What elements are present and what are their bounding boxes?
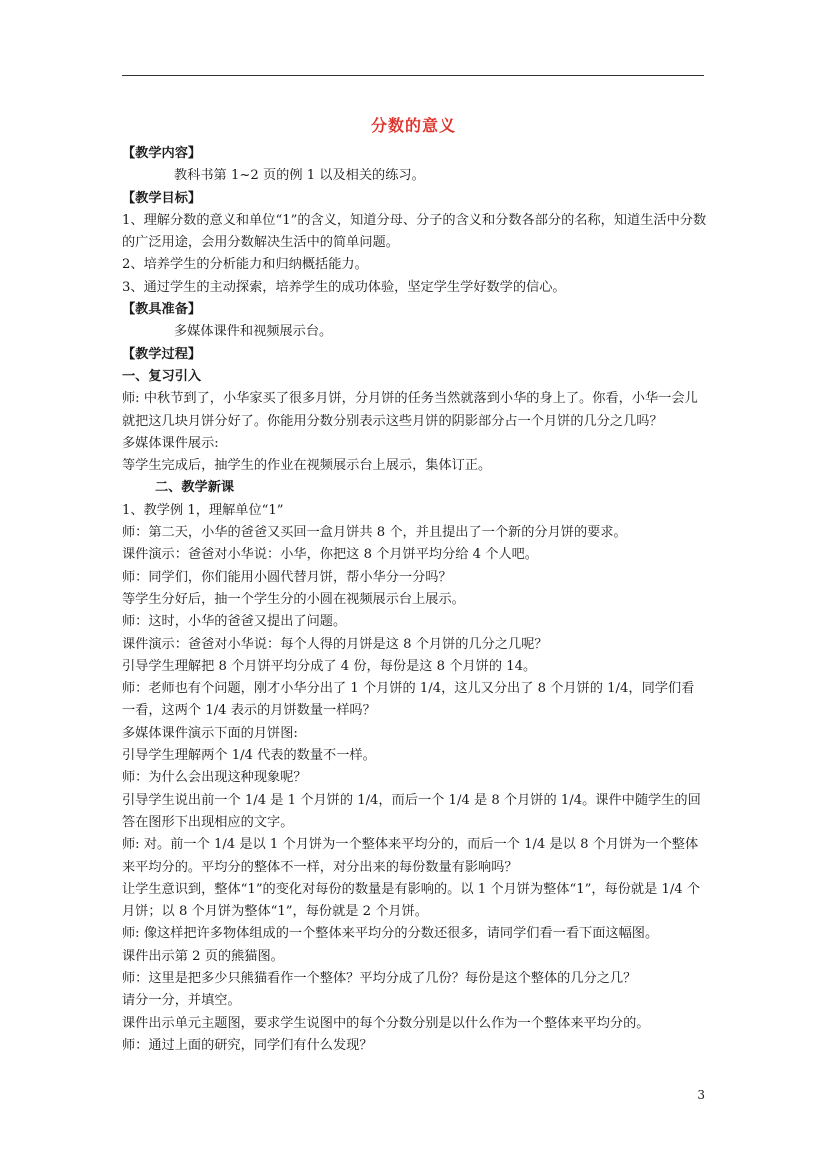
section-heading-content: 【教学内容】	[122, 146, 202, 161]
paragraph: 3、通过学生的主动探索，培养学生的成功体验，坚定学生学好数学的信心。	[122, 279, 566, 295]
paragraph: 教科书第 1~2 页的例 1 以及相关的练习。	[174, 168, 425, 184]
paragraph: 引导学生说出前一个 1/4 是 1 个月饼的 1/4，而后一个 1/4 是 8 个月饼的 1/4。课件中随学生的回答在图形下出现相应的文字。	[122, 792, 701, 830]
paragraph: 师：通过上面的研究，同学们有什么发现？	[122, 1037, 373, 1053]
paragraph: 多媒体课件和视频展示台。	[174, 324, 333, 340]
paragraph: 师：第二天，小华的爸爸又买回一盒月饼共 8 个，并且提出了一个新的分月饼的要求。	[122, 525, 627, 541]
section-heading-process: 【教学过程】	[122, 346, 202, 362]
paragraph: 1、教学例 1，理解单位“1”	[122, 502, 284, 518]
paragraph: 师：老师也有个问题，刚才小华分出了 1 个月饼的 1/4，这儿又分出了 8 个月饼的 1/4，同学们看一看，这两个 1/4 表示的月饼数量一样吗？	[122, 681, 695, 719]
paragraph: 课件演示：爸爸对小华说：每个人得的月饼是这 8 个月饼的几分之几呢？	[122, 636, 548, 652]
page-number: 3	[697, 1088, 705, 1102]
section-heading-tools: 【教具准备】	[122, 302, 202, 318]
paragraph: 多媒体课件演示下面的月饼图:	[122, 725, 298, 741]
document-body	[122, 143, 707, 1057]
subsection-heading-new: 二、教学新课	[155, 480, 235, 496]
paragraph: 师：这里是把多少只熊猫看作一个整体？平均分成了几份？每份是这个整体的几分之几？	[122, 970, 637, 986]
paragraph: 师: 中秋节到了，小华家买了很多月饼，分月饼的任务当然就落到小华的身上了。你看，小华一会儿就把这几块月饼分好了。你能用分数分别表示这些月饼的阴影部分占一个月饼的几分之几吗？	[122, 391, 698, 429]
paragraph: 让学生意识到，整体“1”的变化对每份的数量是有影响的。以 1 个月饼为整体“1”，每份就是 1/4 个月饼；以 8 个月饼为整体“1”，每份就是 2 个月饼。	[122, 881, 701, 920]
paragraph: 引导学生理解把 8 个月饼平均分成了 4 份，每份是这 8 个月饼的 14。	[122, 658, 537, 674]
paragraph: 师：同学们，你们能用小圆代替月饼，帮小华分一分吗？	[122, 569, 452, 585]
paragraph: 多媒体课件展示:	[122, 435, 219, 451]
paragraph: 等学生分好后，抽一个学生分的小圆在视频展示台上展示。	[122, 591, 465, 607]
section-heading-goals: 【教学目标】	[122, 190, 202, 206]
paragraph: 师：这时，小华的爸爸又提出了问题。	[122, 614, 347, 630]
paragraph: 师：为什么会出现这种现象呢？	[122, 770, 307, 786]
paragraph: 引导学生理解两个 1/4 代表的数量不一样。	[122, 748, 376, 764]
paragraph: 课件出示第 2 页的熊猫图。	[122, 948, 284, 964]
paragraph: 2、培养学生的分析能力和归纳概括能力。	[122, 257, 368, 273]
paragraph: 课件演示：爸爸对小华说：小华，你把这 8 个月饼平均分给 4 个人吧。	[122, 547, 538, 563]
paragraph: 课件出示单元主题图，要求学生说图中的每个分数分别是以什么作为一个整体来平均分的。	[122, 1015, 650, 1031]
paragraph: 师: 对。前一个 1/4 是以 1 个月饼为一个整体来平均分的，而后一个 1/4 是以 8 个月饼为一个整体来平均分的。平均分的整体不一样，对分出来的每份数量有影响吗？	[122, 837, 699, 875]
paragraph: 请分一分，并填空。	[122, 993, 241, 1009]
paragraph: 1、理解分数的意义和单位“1”的含义，知道分母、分子的含义和分数各部分的名称，知道生活中分数的广泛用途，会用分数解决生活中的简单问题。	[122, 212, 707, 251]
page-title: 分数的意义	[370, 116, 456, 135]
header-rule	[122, 75, 704, 76]
paragraph: 等学生完成后，抽学生的作业在视频展示台上展示，集体订正。	[122, 458, 492, 474]
paragraph: 师: 像这样把许多物体组成的一个整体来平均分的分数还很多，请同学们看一看下面这幅图。	[122, 926, 659, 942]
subsection-heading-review: 一、复习引入	[122, 368, 202, 384]
